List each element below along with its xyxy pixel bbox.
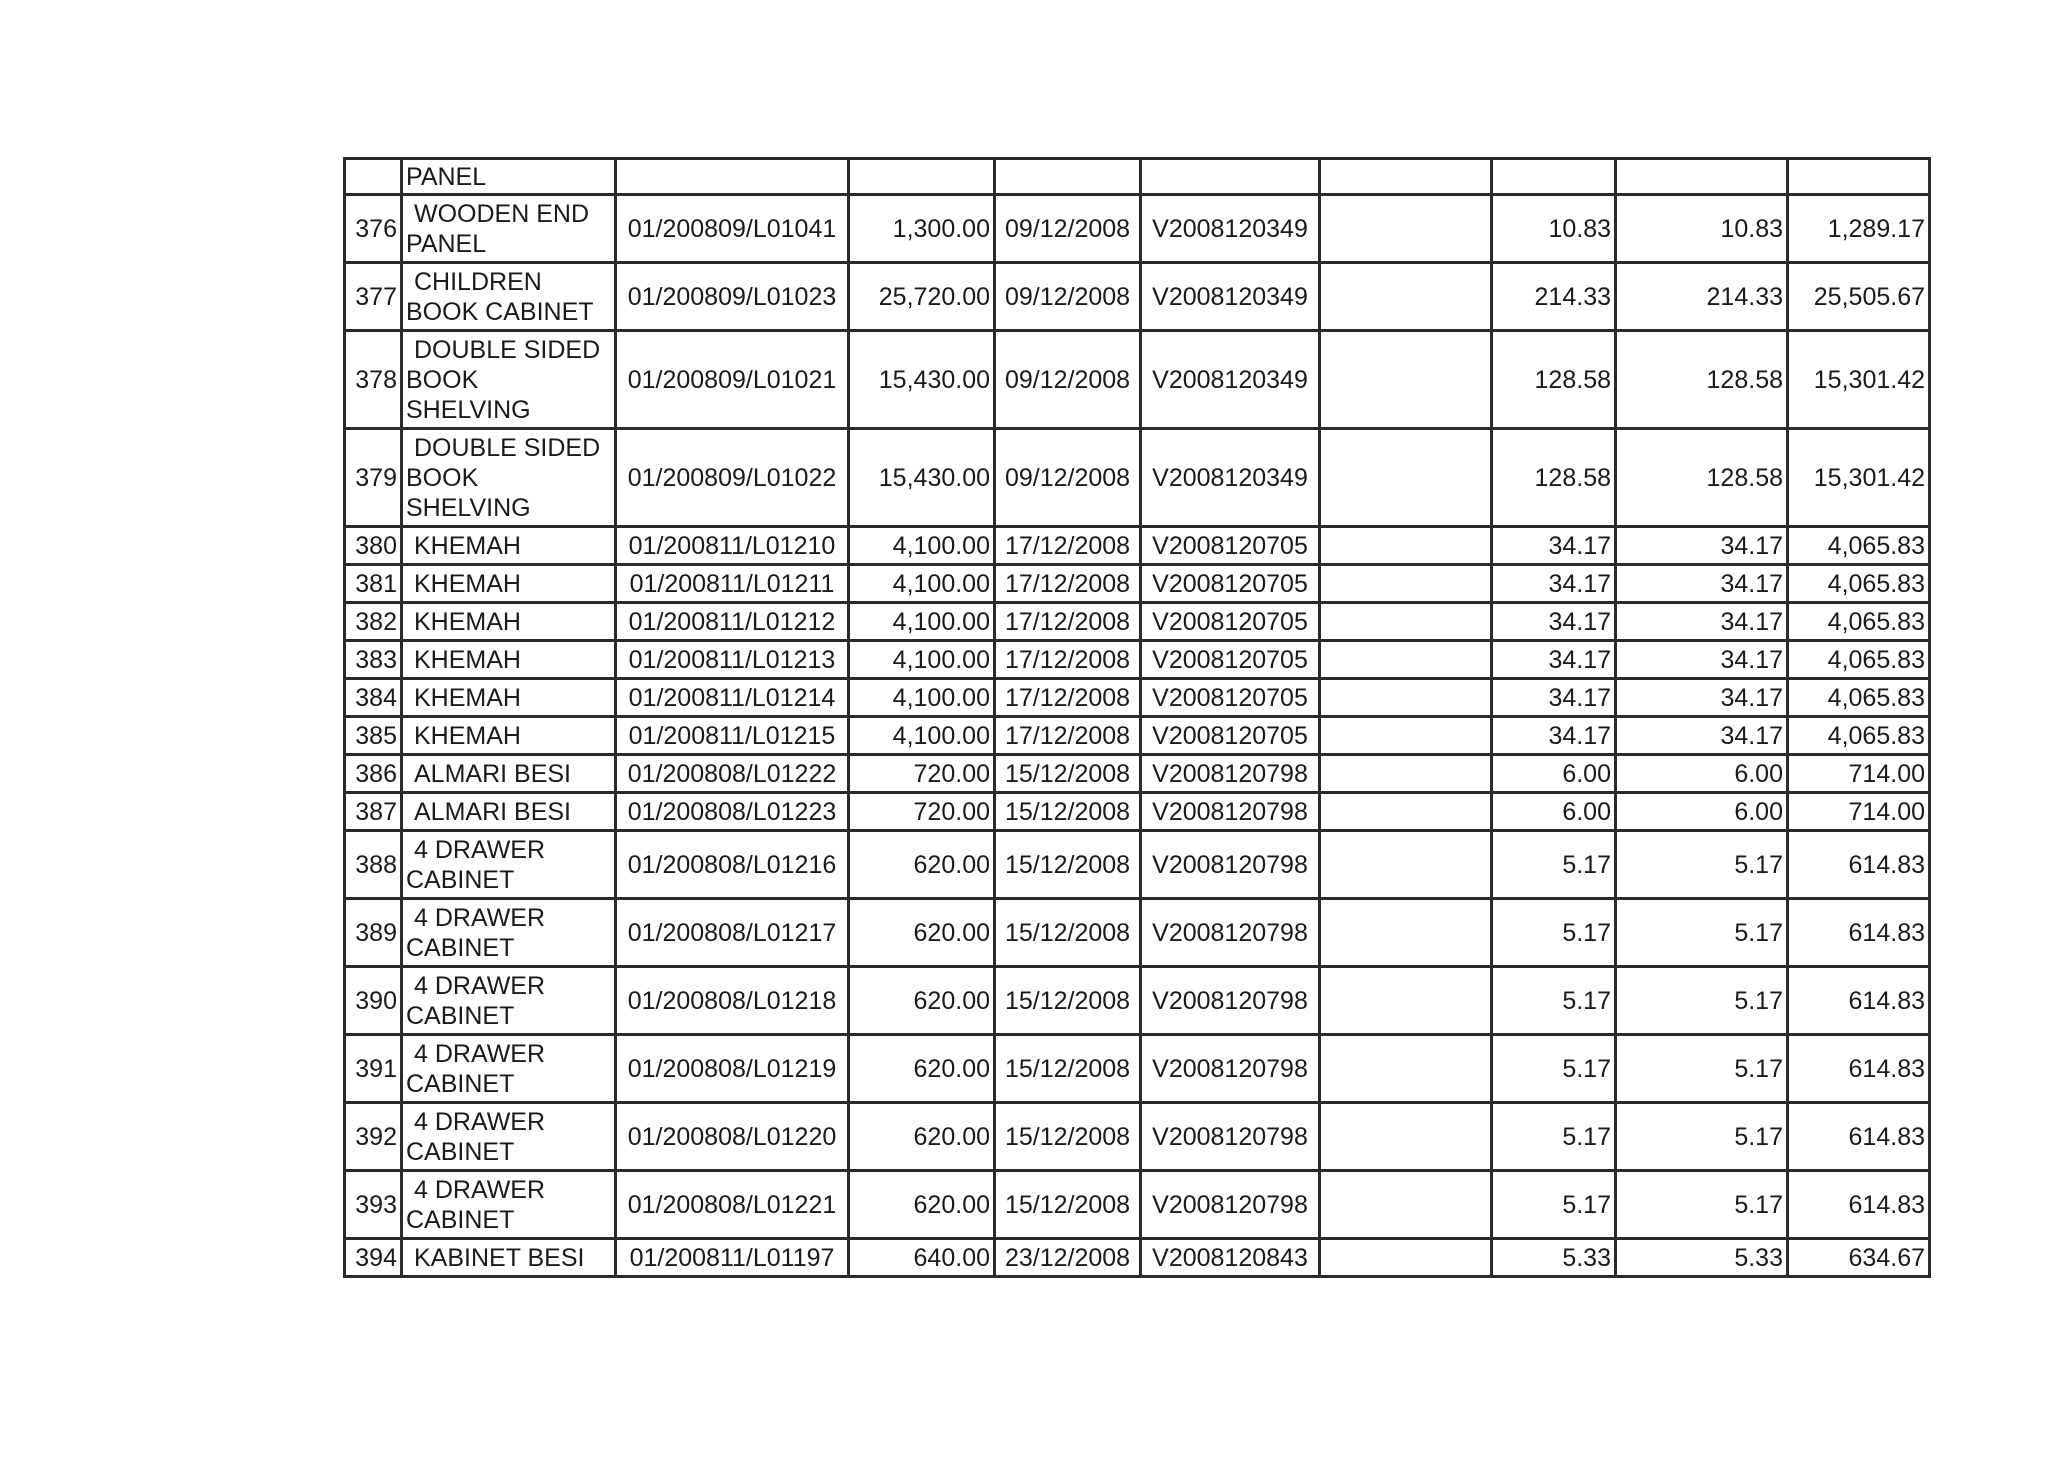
- cell-number: 393: [345, 1171, 402, 1239]
- cell-number: 387: [345, 793, 402, 831]
- cell-depreciation: 5.17: [1492, 1171, 1616, 1239]
- cell-number: 384: [345, 679, 402, 717]
- cell-number: 383: [345, 641, 402, 679]
- cell-accumulated-depreciation: 5.17: [1616, 899, 1788, 967]
- cell-empty: [1320, 331, 1492, 429]
- cell-cost: 4,100.00: [849, 679, 995, 717]
- cell-net-book-value: 4,065.83: [1788, 679, 1930, 717]
- cell-depreciation: 5.33: [1492, 1239, 1616, 1277]
- cell-description: [402, 1103, 616, 1171]
- cell-empty: [1320, 831, 1492, 899]
- cell-empty: [1320, 429, 1492, 527]
- cell-description: [402, 717, 616, 755]
- cell-date: 17/12/2008: [995, 641, 1141, 679]
- cell-net-book-value: 634.67: [1788, 1239, 1930, 1277]
- cell-empty: [1320, 159, 1492, 195]
- cell-depreciation: 34.17: [1492, 717, 1616, 755]
- cell-accumulated-depreciation: 5.17: [1616, 1103, 1788, 1171]
- cell-empty: [1320, 195, 1492, 263]
- description-line: KHEMAH: [414, 645, 521, 674]
- cell-date: 15/12/2008: [995, 1035, 1141, 1103]
- cell-voucher: V2008120705: [1141, 679, 1320, 717]
- cell-net-book-value: 4,065.83: [1788, 565, 1930, 603]
- description-line: BOOK CABINET: [406, 297, 594, 326]
- table-row: [345, 331, 1930, 429]
- cell-voucher: V2008120349: [1141, 195, 1320, 263]
- cell-depreciation: 214.33: [1492, 263, 1616, 331]
- cell-date: 17/12/2008: [995, 679, 1141, 717]
- cell-description: [402, 755, 616, 793]
- cell-depreciation: 34.17: [1492, 527, 1616, 565]
- cell-accumulated-depreciation: 5.17: [1616, 831, 1788, 899]
- cell-net-book-value: 614.83: [1788, 1171, 1930, 1239]
- cell-date: 09/12/2008: [995, 429, 1141, 527]
- table-row: [345, 679, 1930, 717]
- cell-voucher: V2008120705: [1141, 603, 1320, 641]
- cell-depreciation: 128.58: [1492, 429, 1616, 527]
- table-row: [345, 1103, 1930, 1171]
- cell-voucher: V2008120798: [1141, 1035, 1320, 1103]
- cell-net-book-value: 614.83: [1788, 899, 1930, 967]
- cell-empty: [1788, 159, 1930, 195]
- description-line: DOUBLE SIDED: [414, 335, 601, 364]
- cell-cost: 4,100.00: [849, 527, 995, 565]
- cell-date: 15/12/2008: [995, 1103, 1141, 1171]
- cell-accumulated-depreciation: 5.33: [1616, 1239, 1788, 1277]
- asset-register-table: [343, 157, 1931, 1278]
- table-body: [345, 159, 1930, 1277]
- cell-date: 15/12/2008: [995, 899, 1141, 967]
- cell-voucher: V2008120705: [1141, 717, 1320, 755]
- cell-description: [402, 159, 616, 195]
- cell-reference: 01/200811/L01210: [616, 527, 849, 565]
- cell-date: 17/12/2008: [995, 717, 1141, 755]
- cell-net-book-value: 614.83: [1788, 831, 1930, 899]
- description-line: 4 DRAWER: [414, 903, 546, 932]
- cell-depreciation: 5.17: [1492, 967, 1616, 1035]
- description-line: KHEMAH: [414, 683, 521, 712]
- description-line: SHELVING: [406, 493, 531, 522]
- cell-empty: [1320, 1035, 1492, 1103]
- description-line: KABINET BESI: [414, 1243, 585, 1272]
- description-line: SHELVING: [406, 395, 531, 424]
- cell-empty: [1320, 527, 1492, 565]
- cell-accumulated-depreciation: 34.17: [1616, 603, 1788, 641]
- table-row: [345, 1171, 1930, 1239]
- cell-depreciation: 34.17: [1492, 565, 1616, 603]
- cell-cost: 4,100.00: [849, 717, 995, 755]
- cell-net-book-value: 614.83: [1788, 1103, 1930, 1171]
- cell-voucher: V2008120843: [1141, 1239, 1320, 1277]
- description-line: CHILDREN: [414, 267, 542, 296]
- cell-depreciation: 5.17: [1492, 831, 1616, 899]
- cell-description: [402, 1239, 616, 1277]
- cell-depreciation: 5.17: [1492, 1103, 1616, 1171]
- cell-accumulated-depreciation: 34.17: [1616, 527, 1788, 565]
- cell-number: 378: [345, 331, 402, 429]
- cell-description: [402, 899, 616, 967]
- cell-description: [402, 603, 616, 641]
- cell-cost: 620.00: [849, 831, 995, 899]
- cell-number: 385: [345, 717, 402, 755]
- cell-number: 377: [345, 263, 402, 331]
- cell-accumulated-depreciation: 5.17: [1616, 967, 1788, 1035]
- table-row: [345, 1239, 1930, 1277]
- cell-cost: 4,100.00: [849, 641, 995, 679]
- description-line: KHEMAH: [414, 531, 521, 560]
- table-row: [345, 793, 1930, 831]
- table-row: [345, 641, 1930, 679]
- cell-cost: 720.00: [849, 755, 995, 793]
- cell-depreciation: 6.00: [1492, 755, 1616, 793]
- cell-number: 389: [345, 899, 402, 967]
- description-line: KHEMAH: [414, 721, 521, 750]
- cell-cost: 620.00: [849, 967, 995, 1035]
- cell-voucher: V2008120798: [1141, 793, 1320, 831]
- table-row: [345, 967, 1930, 1035]
- cell-accumulated-depreciation: 128.58: [1616, 429, 1788, 527]
- cell-description: [402, 641, 616, 679]
- description-line: 4 DRAWER: [414, 1175, 546, 1204]
- cell-cost: 15,430.00: [849, 331, 995, 429]
- cell-date: 15/12/2008: [995, 1171, 1141, 1239]
- description-line: 4 DRAWER: [414, 1107, 546, 1136]
- cell-net-book-value: 714.00: [1788, 793, 1930, 831]
- description-line: PANEL: [406, 229, 487, 258]
- cell-net-book-value: 4,065.83: [1788, 717, 1930, 755]
- cell-number: 391: [345, 1035, 402, 1103]
- cell-number: 376: [345, 195, 402, 263]
- description-line: ALMARI BESI: [414, 797, 571, 826]
- cell-cost: 620.00: [849, 1103, 995, 1171]
- cell-cost: 4,100.00: [849, 565, 995, 603]
- cell-reference: 01/200811/L01212: [616, 603, 849, 641]
- cell-voucher: V2008120349: [1141, 331, 1320, 429]
- description-line: CABINET: [406, 1069, 515, 1098]
- cell-accumulated-depreciation: 128.58: [1616, 331, 1788, 429]
- cell-description: [402, 263, 616, 331]
- cell-empty: [616, 159, 849, 195]
- cell-accumulated-depreciation: 34.17: [1616, 679, 1788, 717]
- cell-accumulated-depreciation: 34.17: [1616, 565, 1788, 603]
- cell-reference: 01/200808/L01222: [616, 755, 849, 793]
- cell-empty: [1320, 717, 1492, 755]
- cell-description: [402, 679, 616, 717]
- cell-empty: [1320, 641, 1492, 679]
- table-row: [345, 717, 1930, 755]
- cell-number: 381: [345, 565, 402, 603]
- table-row: [345, 899, 1930, 967]
- cell-depreciation: 6.00: [1492, 793, 1616, 831]
- cell-accumulated-depreciation: 5.17: [1616, 1171, 1788, 1239]
- cell-cost: 640.00: [849, 1239, 995, 1277]
- cell-description: [402, 793, 616, 831]
- table-row: [345, 527, 1930, 565]
- cell-empty: [1492, 159, 1616, 195]
- cell-reference: 01/200808/L01221: [616, 1171, 849, 1239]
- cell-empty: [1320, 679, 1492, 717]
- table-row: [345, 263, 1930, 331]
- cell-description: [402, 527, 616, 565]
- cell-date: 15/12/2008: [995, 793, 1141, 831]
- cell-date: 09/12/2008: [995, 331, 1141, 429]
- cell-net-book-value: 714.00: [1788, 755, 1930, 793]
- description-line: BOOK: [406, 463, 479, 492]
- cell-reference: 01/200811/L01215: [616, 717, 849, 755]
- table-row: [345, 1035, 1930, 1103]
- cell-voucher: V2008120705: [1141, 641, 1320, 679]
- cell-depreciation: 34.17: [1492, 679, 1616, 717]
- cell-voucher: V2008120349: [1141, 263, 1320, 331]
- cell-empty: [995, 159, 1141, 195]
- description-line: CABINET: [406, 1205, 515, 1234]
- description-line: KHEMAH: [414, 569, 521, 598]
- cell-net-book-value: 614.83: [1788, 967, 1930, 1035]
- cell-net-book-value: 4,065.83: [1788, 603, 1930, 641]
- cell-accumulated-depreciation: 6.00: [1616, 755, 1788, 793]
- cell-net-book-value: 1,289.17: [1788, 195, 1930, 263]
- cell-number: 388: [345, 831, 402, 899]
- cell-reference: 01/200811/L01214: [616, 679, 849, 717]
- cell-empty: [1320, 1171, 1492, 1239]
- cell-voucher: V2008120798: [1141, 1103, 1320, 1171]
- cell-number: 392: [345, 1103, 402, 1171]
- cell-description: [402, 1171, 616, 1239]
- cell-accumulated-depreciation: 5.17: [1616, 1035, 1788, 1103]
- cell-date: 17/12/2008: [995, 565, 1141, 603]
- cell-net-book-value: 15,301.42: [1788, 429, 1930, 527]
- cell-net-book-value: 4,065.83: [1788, 641, 1930, 679]
- cell-voucher: V2008120798: [1141, 831, 1320, 899]
- cell-cost: 620.00: [849, 1171, 995, 1239]
- cell-depreciation: 128.58: [1492, 331, 1616, 429]
- table-row-continuation: [345, 159, 1930, 195]
- cell-reference: 01/200811/L01211: [616, 565, 849, 603]
- description-line: DOUBLE SIDED: [414, 433, 601, 462]
- cell-reference: 01/200811/L01213: [616, 641, 849, 679]
- table-row: [345, 755, 1930, 793]
- cell-voucher: V2008120798: [1141, 899, 1320, 967]
- cell-empty: [1320, 793, 1492, 831]
- cell-net-book-value: 25,505.67: [1788, 263, 1930, 331]
- cell-empty: [849, 159, 995, 195]
- cell-voucher: V2008120705: [1141, 527, 1320, 565]
- cell-voucher: V2008120349: [1141, 429, 1320, 527]
- cell-description: [402, 831, 616, 899]
- cell-description: [402, 195, 616, 263]
- cell-depreciation: 34.17: [1492, 641, 1616, 679]
- cell-reference: 01/200809/L01022: [616, 429, 849, 527]
- description-line: CABINET: [406, 1137, 515, 1166]
- description-line: CABINET: [406, 933, 515, 962]
- cell-date: 15/12/2008: [995, 755, 1141, 793]
- table-row: [345, 831, 1930, 899]
- cell-depreciation: 34.17: [1492, 603, 1616, 641]
- cell-accumulated-depreciation: 34.17: [1616, 717, 1788, 755]
- cell-empty: [1320, 263, 1492, 331]
- cell-description: [402, 331, 616, 429]
- cell-reference: 01/200811/L01197: [616, 1239, 849, 1277]
- cell-net-book-value: 614.83: [1788, 1035, 1930, 1103]
- cell-description: [402, 429, 616, 527]
- cell-reference: 01/200808/L01216: [616, 831, 849, 899]
- cell-date: 09/12/2008: [995, 195, 1141, 263]
- cell-number: 386: [345, 755, 402, 793]
- cell-date: 15/12/2008: [995, 831, 1141, 899]
- description-line: KHEMAH: [414, 607, 521, 636]
- cell-reference: 01/200809/L01041: [616, 195, 849, 263]
- cell-number: 394: [345, 1239, 402, 1277]
- description-line: WOODEN END: [414, 199, 589, 228]
- table-row: [345, 429, 1930, 527]
- cell-empty: [1320, 899, 1492, 967]
- cell-depreciation: 5.17: [1492, 899, 1616, 967]
- cell-date: 17/12/2008: [995, 527, 1141, 565]
- cell-empty: [1320, 1239, 1492, 1277]
- cell-reference: 01/200808/L01217: [616, 899, 849, 967]
- cell-cost: 15,430.00: [849, 429, 995, 527]
- cell-cost: 1,300.00: [849, 195, 995, 263]
- cell-voucher: V2008120705: [1141, 565, 1320, 603]
- cell-accumulated-depreciation: 10.83: [1616, 195, 1788, 263]
- cell-net-book-value: 4,065.83: [1788, 527, 1930, 565]
- description-line: 4 DRAWER: [414, 971, 546, 1000]
- table-row: [345, 195, 1930, 263]
- cell-date: 23/12/2008: [995, 1239, 1141, 1277]
- cell-date: 15/12/2008: [995, 967, 1141, 1035]
- cell-cost: 620.00: [849, 899, 995, 967]
- cell-number: 380: [345, 527, 402, 565]
- cell-net-book-value: 15,301.42: [1788, 331, 1930, 429]
- description-line: 4 DRAWER: [414, 1039, 546, 1068]
- cell-number: [345, 159, 402, 195]
- description-line: ALMARI BESI: [414, 759, 571, 788]
- cell-number: 382: [345, 603, 402, 641]
- cell-empty: [1320, 755, 1492, 793]
- cell-description: [402, 967, 616, 1035]
- description-line: CABINET: [406, 865, 515, 894]
- cell-reference: 01/200808/L01218: [616, 967, 849, 1035]
- cell-date: 09/12/2008: [995, 263, 1141, 331]
- description-line: PANEL: [406, 162, 487, 191]
- cell-accumulated-depreciation: 214.33: [1616, 263, 1788, 331]
- cell-cost: 4,100.00: [849, 603, 995, 641]
- cell-accumulated-depreciation: 6.00: [1616, 793, 1788, 831]
- description-line: 4 DRAWER: [414, 835, 546, 864]
- cell-empty: [1616, 159, 1788, 195]
- cell-description: [402, 565, 616, 603]
- cell-voucher: V2008120798: [1141, 967, 1320, 1035]
- cell-depreciation: 5.17: [1492, 1035, 1616, 1103]
- cell-depreciation: 10.83: [1492, 195, 1616, 263]
- cell-number: 390: [345, 967, 402, 1035]
- cell-reference: 01/200808/L01223: [616, 793, 849, 831]
- cell-voucher: V2008120798: [1141, 1171, 1320, 1239]
- cell-reference: 01/200809/L01021: [616, 331, 849, 429]
- cell-cost: 620.00: [849, 1035, 995, 1103]
- cell-cost: 25,720.00: [849, 263, 995, 331]
- cell-number: 379: [345, 429, 402, 527]
- description-line: BOOK: [406, 365, 479, 394]
- cell-empty: [1320, 603, 1492, 641]
- table-row: [345, 603, 1930, 641]
- cell-empty: [1320, 967, 1492, 1035]
- description-line: CABINET: [406, 1001, 515, 1030]
- cell-reference: 01/200808/L01220: [616, 1103, 849, 1171]
- cell-empty: [1141, 159, 1320, 195]
- cell-reference: 01/200809/L01023: [616, 263, 849, 331]
- table-row: [345, 565, 1930, 603]
- cell-empty: [1320, 565, 1492, 603]
- cell-description: [402, 1035, 616, 1103]
- cell-cost: 720.00: [849, 793, 995, 831]
- cell-date: 17/12/2008: [995, 603, 1141, 641]
- cell-empty: [1320, 1103, 1492, 1171]
- cell-voucher: V2008120798: [1141, 755, 1320, 793]
- cell-reference: 01/200808/L01219: [616, 1035, 849, 1103]
- cell-accumulated-depreciation: 34.17: [1616, 641, 1788, 679]
